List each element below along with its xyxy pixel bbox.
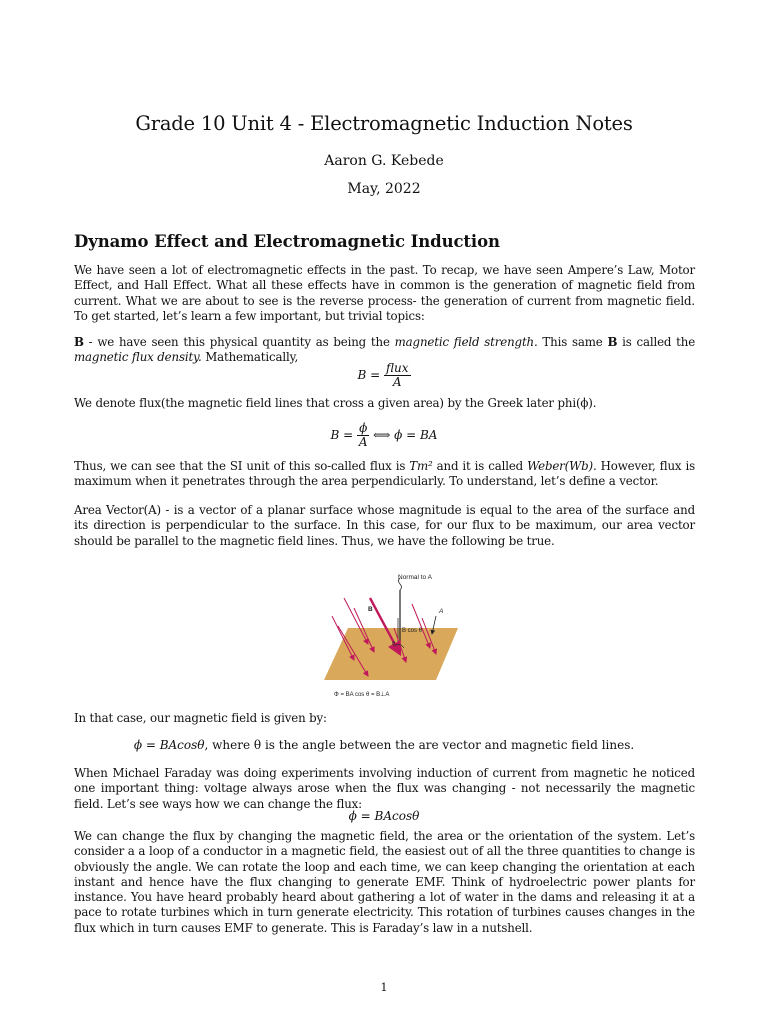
eq1-denominator: A xyxy=(392,375,402,389)
figure-caption: Φ = BA cos θ = B⊥A xyxy=(334,692,390,698)
b-symbol-2: B xyxy=(607,335,618,349)
eq2-numerator: ϕ xyxy=(359,421,368,435)
normal-label: Normal to A xyxy=(398,574,432,581)
document-date: May, 2022 xyxy=(347,181,421,197)
b-definition-paragraph xyxy=(74,335,695,366)
equation-phi-bacos-2: ϕ = BAcosθ xyxy=(348,809,420,823)
flux-diagram xyxy=(308,568,460,700)
weber-unit: Weber(Wb). xyxy=(527,459,597,473)
si-text-2: and it is called xyxy=(432,459,528,473)
intro-paragraph: We have seen a lot of electromagnetic effects in the past. To recap, we have seen Ampere’s Law, Motor Effect, and Hall Effect. What all these effects have in common is the generation of magnetic field from current. What we are about to see is the reverse process- the generation of current from magnetic field. To get started, let’s learn a few important, but trivial topics: xyxy=(74,263,695,323)
theta-label: θ xyxy=(392,641,395,647)
eq1-lhs: B = xyxy=(357,368,381,382)
eq1-fraction xyxy=(384,362,411,389)
change-flux-paragraph: We can change the flux by changing the magnetic field, the area or the orientation of the system. Let’s consider a a loop of a conductor in a magnetic field, the easiest out of all the three quantities to change is obviously the angle. We can rotate the loop and each time, we can keep changing the orientation at each instant and hence have the flux changing to generate EMF. Think of hydroelectric power plants for instance. You have heard probably heard about gathering a lot of water in the dams and releasing it at a pace to rotate turbines which in turn generate electricity. This rotation of turbines causes changes in the flux which in turn causes EMF to generate. This is Faraday’s law in a nutshell. xyxy=(74,829,695,935)
b-def-italic-2: magnetic flux density. xyxy=(74,350,202,365)
si-unit-paragraph xyxy=(74,459,695,490)
b-label: B xyxy=(368,606,373,613)
b-def-text-1: - we have seen this physical quantity as being the xyxy=(83,335,395,349)
magnetic-field-given-paragraph: In that case, our magnetic field is given by: xyxy=(74,711,327,725)
equation-phi-bacos xyxy=(0,738,768,752)
eq2-fraction xyxy=(357,422,369,449)
eq2-rhs: ⟺ ϕ = BA xyxy=(373,428,438,442)
page-number: 1 xyxy=(380,981,388,994)
document-title: Grade 10 Unit 4 - Electromagnetic Induction Notes xyxy=(135,112,633,135)
eq3-text: , where θ is the angle between the are vector and magnetic field lines. xyxy=(204,738,635,752)
si-text-3: However, flux is maximum when it penetrates through the area perpendicularly. To understand, let’s define a vector. xyxy=(74,459,696,489)
b-symbol: B xyxy=(74,335,84,349)
section-heading: Dynamo Effect and Electromagnetic Induction xyxy=(74,232,500,251)
eq3-main: ϕ = BAcosθ xyxy=(133,738,205,752)
a-label: A xyxy=(439,608,444,615)
eq1-numerator: flux xyxy=(386,361,409,375)
si-unit: Tm² xyxy=(409,459,433,473)
b-def-italic-1: magnetic field strength. xyxy=(394,335,538,349)
eq2-denominator: A xyxy=(358,435,368,449)
equation-b-flux xyxy=(0,362,768,389)
b-def-text-2: This same xyxy=(537,335,608,349)
author-name: Aaron G. Kebede xyxy=(324,153,444,169)
equation-b-phi xyxy=(0,422,768,449)
area-vector-paragraph: Area Vector(A) - is a vector of a planar surface whose magnitude is equal to the area of the surface and its direction is perpendicular to the surface. In this case, for our flux to be maximum, our area vector should be parallel to the magnetic field lines. Thus, we have the following be true. xyxy=(74,503,695,548)
bcos-label: B cos θ xyxy=(402,628,423,634)
b-def-text-4: Mathematically, xyxy=(201,350,299,365)
faraday-paragraph: When Michael Faraday was doing experiments involving induction of current from magnetic he noticed one important thing: voltage always arose when the flux was changing - not necessarily the magnetic field. Let’s see ways how we can change the flux: xyxy=(74,766,695,811)
si-text-1: Thus, we can see that the SI unit of this so-called flux is xyxy=(74,459,410,473)
flux-denote-paragraph: We denote flux(the magnetic field lines that cross a given area) by the Greek later phi(ϕ). xyxy=(74,396,597,410)
b-def-text-3: is called the xyxy=(617,335,696,349)
eq2-lhs: B = xyxy=(330,428,354,442)
